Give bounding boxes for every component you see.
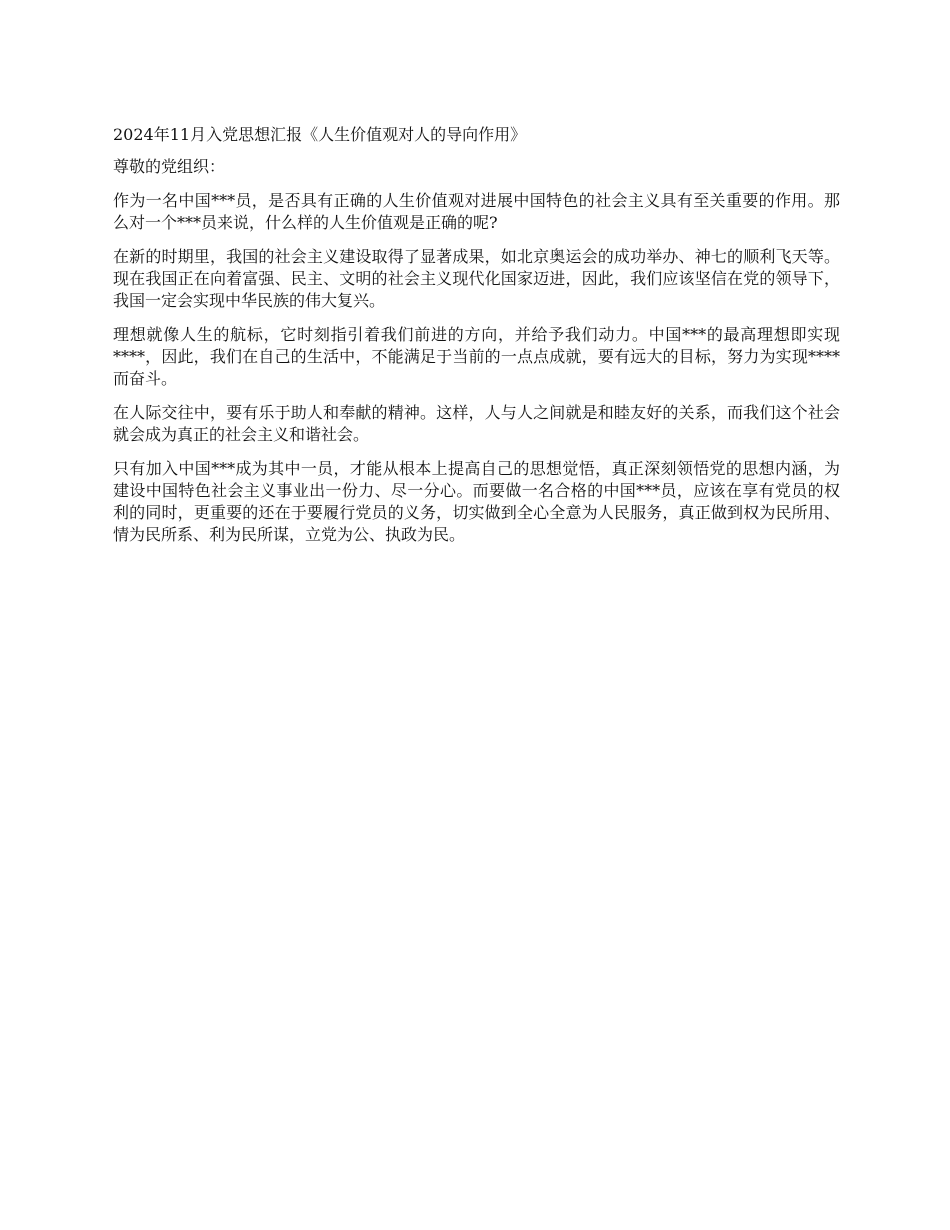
document-body [113, 124, 840, 558]
paragraph-4: 在人际交往中，要有乐于助人和奉献的精神。这样，人与人之间就是和睦友好的关系，而我们这个社会就会成为真正的社会主义和谐社会。 [113, 403, 840, 444]
paragraph-5: 只有加入中国***成为其中一员，才能从根本上提高自己的思想觉悟，真正深刻领悟党的思想内涵，为建设中国特色社会主义事业出一份力、尽一分心。而要做一名合格的中国***员，应该在享有党员的权利的同时，更重要的还在于要履行党员的义务，切实做到全心全意为人民服务，真正做到权为民所用、情为民所系、利为民所谋，立党为公、执政为民。 [113, 459, 840, 544]
paragraph-3: 理想就像人生的航标，它时刻指引着我们前进的方向，并给予我们动力。中国***的最高理想即实现****，因此，我们在自己的生活中，不能满足于当前的一点点成就，要有远大的目标，努力为实现****而奋斗。 [113, 325, 840, 388]
salutation: 尊敬的党组织： [113, 157, 226, 176]
document-title: 2024年11月入党思想汇报《人生价值观对人的导向作用》 [113, 125, 527, 144]
paragraph-2: 在新的时期里，我国的社会主义建设取得了显著成果，如北京奥运会的成功举办、神七的顺利飞天等。现在我国正在向着富强、民主、文明的社会主义现代化国家迈进，因此，我们应该坚信在党的领导下，我国一定会实现中华民族的伟大复兴。 [113, 247, 840, 310]
paragraph-1: 作为一名中国***员，是否具有正确的人生价值观对进展中国特色的社会主义具有至关重要的作用。那么对一个***员来说，什么样的人生价值观是正确的呢? [113, 191, 840, 232]
